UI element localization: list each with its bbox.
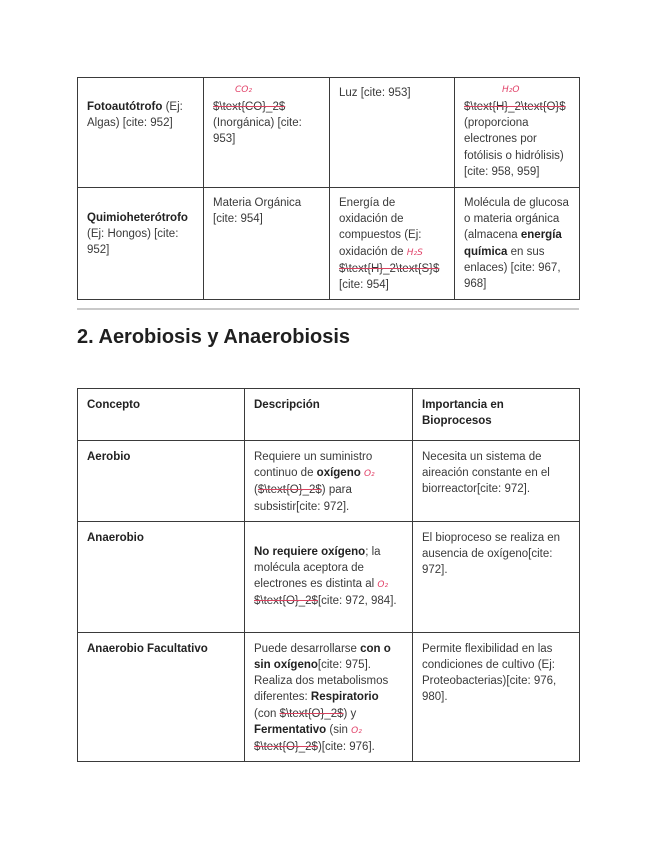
header-concept: Concepto [87, 399, 141, 411]
carbon-text: Materia Orgánica [cite: 954] [213, 197, 302, 226]
handwritten-note: O₂ [377, 580, 389, 591]
handwritten-note: H₂S [406, 247, 423, 258]
cell-energy-source [330, 78, 455, 188]
desc-bold: No requiere oxígeno [254, 545, 366, 558]
energy-text: Energía de oxidación de compuestos (Ej: oxidación de [339, 197, 422, 258]
cell-description [245, 441, 413, 522]
cell-carbon-source [204, 188, 330, 300]
cell-importance [413, 632, 580, 761]
importance-text: Permite flexibilidad en las condiciones de cultivo (Ej: Proteobacterias)[cite: 976, 980]. [422, 642, 557, 704]
desc-text: (con [254, 707, 280, 720]
desc-rest: [cite: 972, 984]. [317, 595, 397, 608]
cell-concept [78, 632, 245, 761]
desc-text: ) y [343, 707, 357, 720]
struck-formula: $\text{CO}_2$ [213, 101, 286, 113]
struck-formula: $\text{O}_2$ [257, 484, 322, 497]
table-row [78, 632, 580, 761]
desc-text: Requiere un suministro continuo de [254, 451, 373, 480]
desc-bold: con o sin oxígeno [254, 642, 391, 672]
struck-formula: $\text{O}_2$ [254, 595, 318, 608]
importance-text: El bioproceso se realiza en ausencia de oxígeno[cite: 972]. [422, 531, 561, 577]
desc-paren: ( [254, 484, 258, 497]
desc-rest: )[cite: 976]. [317, 741, 375, 754]
energy-text: Luz [cite: 953] [339, 87, 411, 99]
struck-formula: $\text{O}_2$ [254, 741, 318, 754]
cell-type [78, 188, 204, 300]
concept-name: Anaerobio [87, 531, 144, 544]
struck-formula: $\text{O}_2$ [279, 707, 344, 720]
aerobiosis-table [77, 388, 580, 762]
donor-text: Molécula de glucosa o materia orgánica (almacena [464, 197, 569, 242]
header-cell [413, 389, 580, 441]
desc-text: (sin [326, 723, 352, 736]
desc-rest: ) para subsistir[cite: 972]. [254, 484, 352, 513]
desc-text: [cite: 975]. Realiza dos metabolismos diferentes: [254, 659, 389, 704]
type-example: (Ej: Hongos) [cite: 952] [87, 228, 179, 257]
carbon-note: (Inorgánica) [cite: 953] [213, 117, 302, 146]
desc-text: Puede desarrollarse [254, 642, 361, 655]
cell-electron-donor [455, 78, 580, 188]
table-row [78, 188, 580, 300]
cell-type [78, 78, 204, 188]
concept-name: Aerobio [87, 451, 131, 463]
struck-formula: $\text{H}_2\text{S}$ [339, 262, 440, 275]
type-name: Quimioheterótrofo [87, 212, 188, 224]
handwritten-note: CO₂ [235, 85, 252, 95]
header-cell [78, 389, 245, 441]
cell-energy-source [330, 188, 455, 300]
header-description: Descripción [254, 399, 320, 411]
handwritten-note: O₂ [363, 469, 375, 480]
cell-description [245, 521, 413, 632]
handwritten-note: H₂O [502, 85, 520, 95]
struck-formula: $\text{H}_2\text{O}$ [464, 101, 566, 113]
cell-electron-donor [455, 188, 580, 300]
type-name: Fotoautótrofo [87, 101, 163, 113]
handwritten-note: O₂ [351, 725, 362, 736]
desc-bold: Respiratorio [310, 691, 379, 704]
desc-text: ; la molécula aceptora de electrones es distinta al [254, 545, 381, 591]
type-example: (Ej: Algas) [cite: 952] [87, 101, 183, 130]
desc-bold: Fermentativo [254, 723, 327, 736]
table-row [78, 521, 580, 632]
donor-rest: en sus enlaces) [cite: 967, 968] [464, 245, 561, 291]
energy-cite: [cite: 954] [339, 279, 389, 292]
section-divider [77, 308, 579, 310]
importance-text: Necesita un sistema de aireación constante en el biorreactor[cite: 972]. [422, 451, 550, 496]
table-header-row [78, 389, 580, 441]
organism-type-table [77, 77, 580, 300]
header-cell [245, 389, 413, 441]
desc-bold: oxígeno [316, 467, 361, 480]
cell-importance [413, 441, 580, 522]
section-title: 2. Aerobiosis y Anaerobiosis [77, 326, 351, 348]
table-row [78, 78, 580, 188]
donor-bold: energía química [464, 229, 562, 258]
cell-importance [413, 521, 580, 632]
cell-description [245, 632, 413, 761]
donor-text: (proporciona electrones por fotólisis o hidrólisis) [cite: 958, 959] [464, 117, 564, 178]
cell-concept [78, 521, 245, 632]
cell-concept [78, 441, 245, 522]
header-importance: Importancia en Bioprocesos [422, 399, 504, 428]
concept-name: Anaerobio Facultativo [87, 642, 208, 655]
cell-carbon-source [204, 78, 330, 188]
table-row [78, 441, 580, 522]
